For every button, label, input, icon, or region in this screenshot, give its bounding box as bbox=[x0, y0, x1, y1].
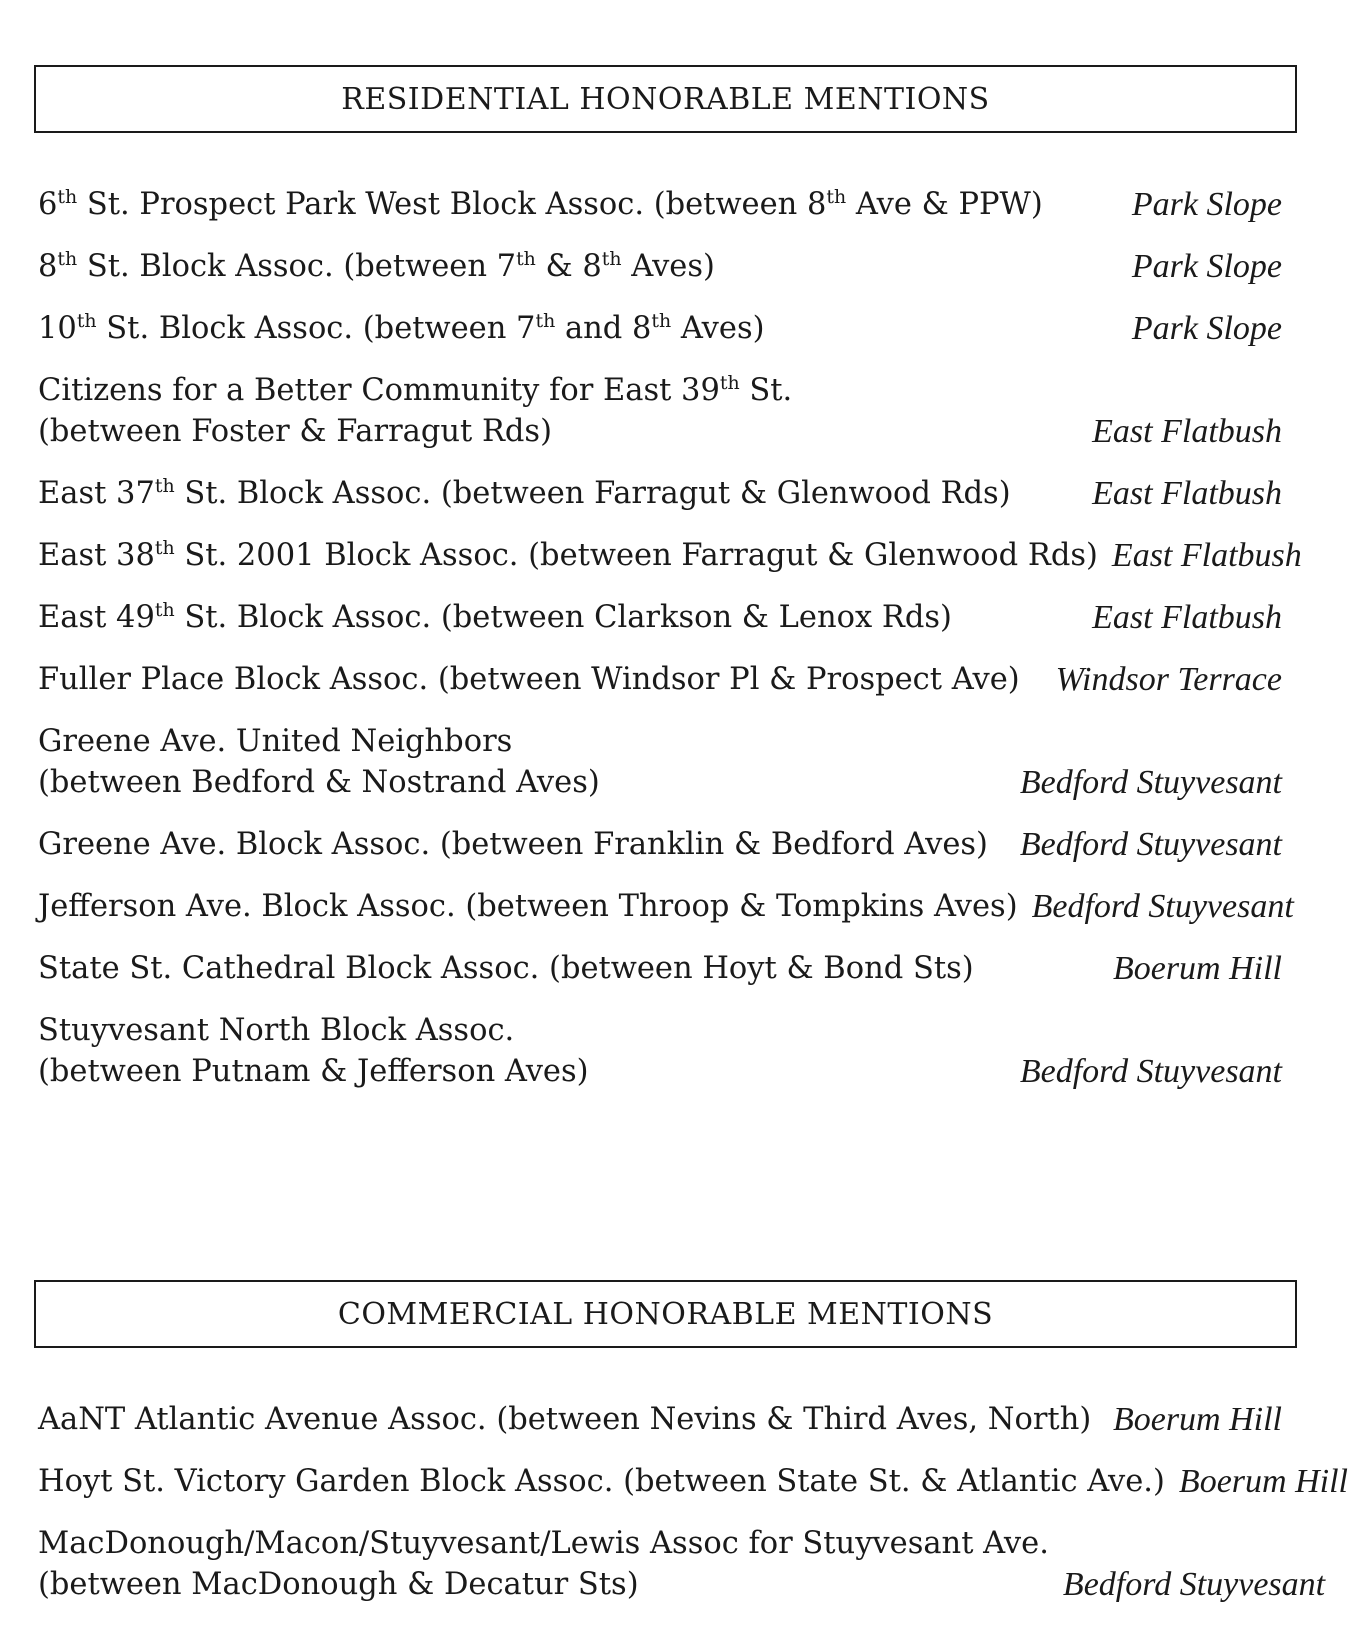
commercial-section-header: COMMERCIAL HONORABLE MENTIONS bbox=[34, 1280, 1297, 1348]
association-name-line: State St. Cathedral Block Assoc. (between Hoyt & Bond Sts) bbox=[38, 951, 974, 986]
association-name-line: East 49th St. Block Assoc. (between Clarkson & Lenox Rds) bbox=[38, 598, 952, 635]
list-item bbox=[38, 721, 1288, 803]
neighborhood: East Flatbush bbox=[1092, 413, 1282, 450]
association-name-line: Greene Ave. United Neighbors bbox=[38, 724, 513, 759]
residential-list bbox=[38, 184, 1302, 1113]
list-item bbox=[38, 824, 1288, 865]
association-name bbox=[38, 1523, 1063, 1605]
association-name-line: East 37th St. Block Assoc. (between Farragut & Glenwood Rds) bbox=[38, 474, 1011, 511]
residential-section-header: RESIDENTIAL HONORABLE MENTIONS bbox=[34, 65, 1297, 133]
association-name-line: (between Putnam & Jefferson Aves) bbox=[38, 1054, 589, 1089]
list-item bbox=[38, 184, 1288, 225]
list-item bbox=[38, 473, 1288, 514]
list-item bbox=[38, 886, 1294, 927]
association-name-line: Fuller Place Block Assoc. (between Windsor Pl & Prospect Ave) bbox=[38, 662, 1020, 697]
association-name-line: East 38th St. 2001 Block Assoc. (between Farragut & Glenwood Rds) bbox=[38, 536, 1098, 573]
association-name bbox=[38, 535, 1112, 576]
neighborhood: Boerum Hill bbox=[1112, 950, 1282, 987]
association-name-line: Citizens for a Better Community for East 39th St. bbox=[38, 371, 793, 408]
list-item bbox=[38, 1010, 1288, 1092]
neighborhood: Park Slope bbox=[1131, 248, 1282, 285]
list-item bbox=[38, 1461, 1348, 1502]
association-name bbox=[38, 1010, 1020, 1092]
association-name bbox=[38, 886, 1032, 927]
association-name bbox=[38, 473, 1092, 514]
list-item bbox=[38, 1523, 1326, 1605]
list-item bbox=[38, 535, 1302, 576]
association-name-line: (between MacDonough & Decatur Sts) bbox=[38, 1567, 639, 1602]
neighborhood: Bedford Stuyvesant bbox=[1019, 826, 1282, 863]
association-name bbox=[38, 184, 1132, 225]
neighborhood: Windsor Terrace bbox=[1055, 661, 1282, 698]
association-name bbox=[38, 824, 1020, 865]
association-name bbox=[38, 1461, 1179, 1502]
association-name-line: 10th St. Block Assoc. (between 7th and 8th Aves) bbox=[38, 309, 765, 346]
association-name-line: 6th St. Prospect Park West Block Assoc. (between 8th Ave & PPW) bbox=[38, 185, 1043, 222]
neighborhood: Bedford Stuyvesant bbox=[1031, 888, 1294, 925]
association-name-line: 8th St. Block Assoc. (between 7th & 8th Aves) bbox=[38, 247, 715, 284]
commercial-list bbox=[38, 1399, 1348, 1626]
association-name-line: Jefferson Ave. Block Assoc. (between Throop & Tompkins Aves) bbox=[38, 889, 1018, 924]
association-name-line: (between Bedford & Nostrand Aves) bbox=[38, 765, 600, 800]
list-item bbox=[38, 308, 1288, 349]
neighborhood: Park Slope bbox=[1131, 186, 1282, 223]
association-name-line: MacDonough/Macon/Stuyvesant/Lewis Assoc for Stuyvesant Ave. bbox=[38, 1526, 1049, 1561]
list-item bbox=[38, 246, 1288, 287]
association-name bbox=[38, 948, 1113, 989]
association-name-line: Stuyvesant North Block Assoc. bbox=[38, 1013, 515, 1048]
association-name-line: AaNT Atlantic Avenue Assoc. (between Nevins & Third Aves, North) bbox=[38, 1402, 1092, 1437]
list-item bbox=[38, 659, 1288, 700]
neighborhood: East Flatbush bbox=[1092, 475, 1282, 512]
association-name bbox=[38, 246, 1132, 287]
association-name-line: Greene Ave. Block Assoc. (between Franklin & Bedford Aves) bbox=[38, 827, 988, 862]
association-name bbox=[38, 597, 1092, 638]
neighborhood: Park Slope bbox=[1131, 310, 1282, 347]
neighborhood: Bedford Stuyvesant bbox=[1062, 1566, 1326, 1603]
list-item bbox=[38, 948, 1288, 989]
neighborhood: East Flatbush bbox=[1092, 599, 1282, 636]
association-name bbox=[38, 721, 1020, 803]
list-item bbox=[38, 1399, 1288, 1440]
neighborhood: Boerum Hill bbox=[1112, 1401, 1282, 1438]
neighborhood: East Flatbush bbox=[1111, 537, 1302, 574]
neighborhood: Bedford Stuyvesant bbox=[1019, 1053, 1282, 1090]
list-item bbox=[38, 597, 1288, 638]
list-item bbox=[38, 370, 1288, 452]
association-name-line: (between Foster & Farragut Rds) bbox=[38, 414, 552, 449]
neighborhood: Boerum Hill bbox=[1178, 1463, 1348, 1500]
neighborhood: Bedford Stuyvesant bbox=[1019, 764, 1282, 801]
association-name bbox=[38, 308, 1132, 349]
association-name-line: Hoyt St. Victory Garden Block Assoc. (between State St. & Atlantic Ave.) bbox=[38, 1464, 1165, 1499]
association-name bbox=[38, 659, 1056, 700]
association-name bbox=[38, 370, 1092, 452]
association-name bbox=[38, 1399, 1113, 1440]
